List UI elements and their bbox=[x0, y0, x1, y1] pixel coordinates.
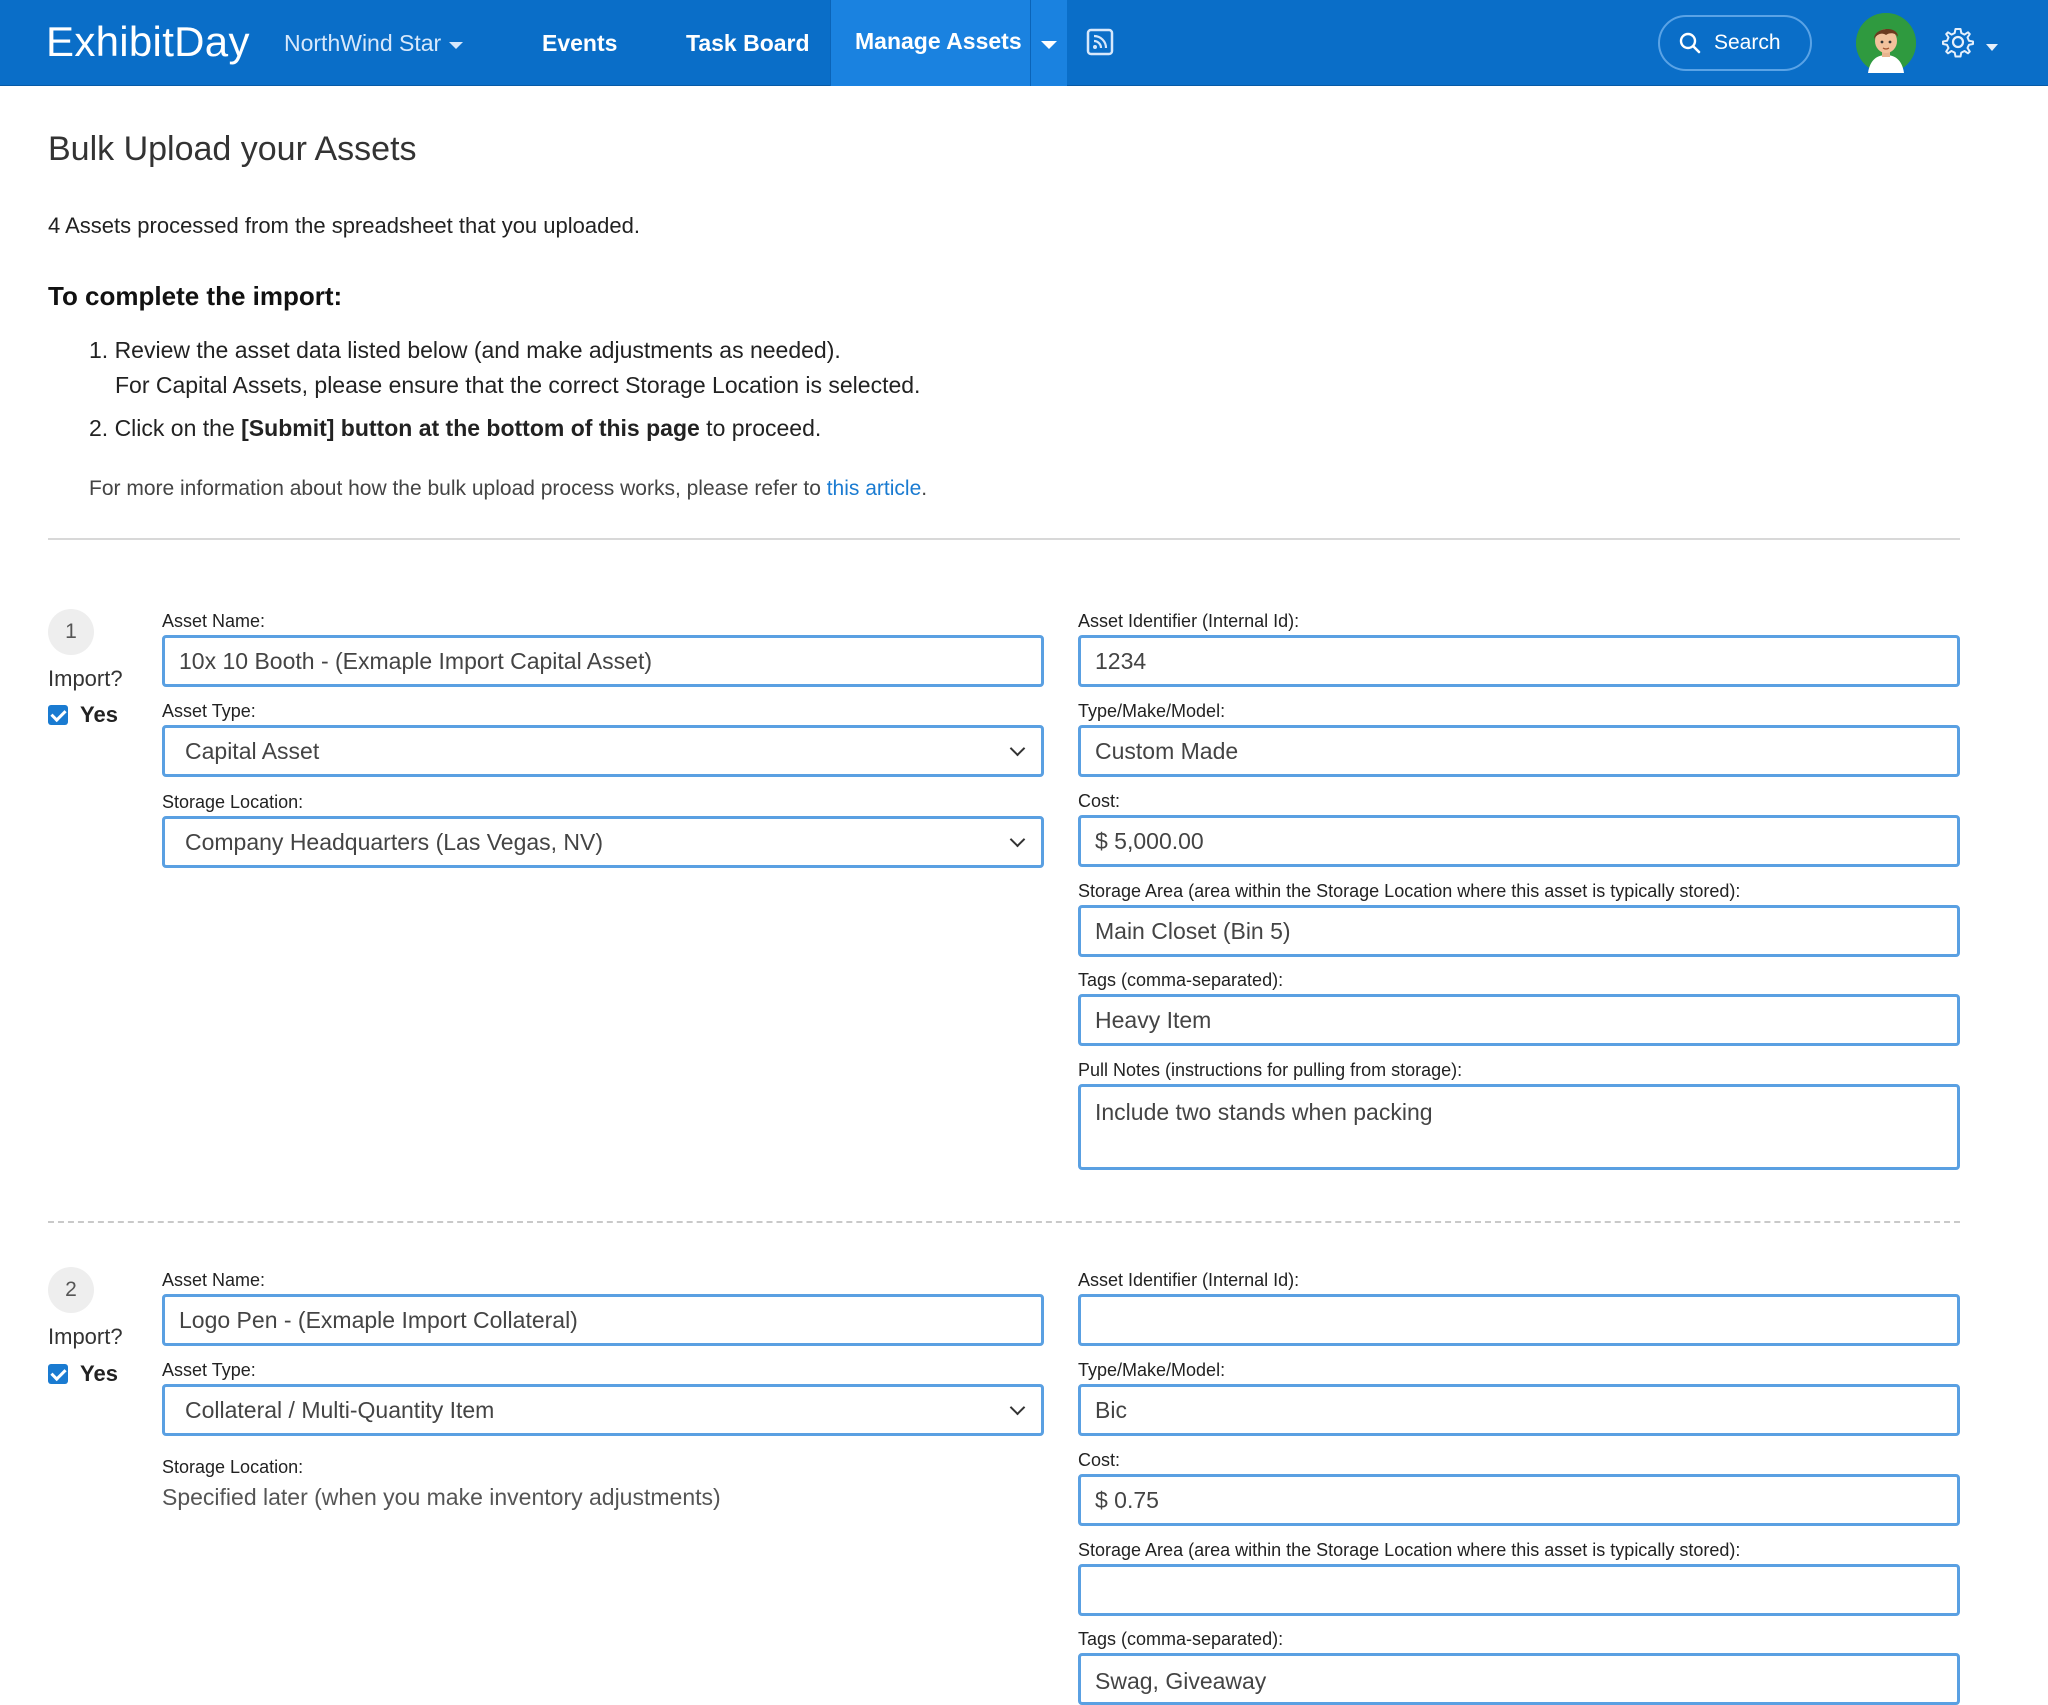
search-label: Search bbox=[1714, 31, 1781, 54]
avatar-icon bbox=[1856, 13, 1916, 73]
chevron-down-icon bbox=[449, 42, 463, 49]
import-checkbox[interactable] bbox=[48, 705, 68, 725]
nav-task-board[interactable]: Task Board bbox=[686, 30, 810, 56]
asset-type-select[interactable] bbox=[162, 1384, 1044, 1436]
step-2-prefix: 2. Click on the bbox=[89, 415, 242, 441]
nav-events[interactable]: Events bbox=[542, 30, 618, 56]
processed-summary: 4 Assets processed from the spreadsheet that you uploaded. bbox=[48, 213, 640, 238]
asset-separator bbox=[48, 1221, 1960, 1223]
manage-assets-dropdown-toggle[interactable] bbox=[1030, 0, 1067, 86]
org-name: NorthWind Star bbox=[284, 30, 442, 56]
import-question: Import? bbox=[48, 1324, 123, 1349]
instruction-step-1: 1. Review the asset data listed below (and make adjustments as needed). bbox=[89, 337, 841, 363]
storage-location-select[interactable] bbox=[162, 816, 1044, 868]
chevron-down-icon bbox=[1041, 41, 1057, 49]
top-navbar bbox=[0, 0, 2048, 86]
page-title: Bulk Upload your Assets bbox=[48, 130, 417, 168]
storage-location-label: Storage Location: bbox=[162, 792, 304, 812]
asset-name-input[interactable]: 10x 10 Booth - (Exmaple Import Capital Asset) bbox=[162, 635, 1044, 687]
this-article-link[interactable]: this article bbox=[826, 477, 922, 500]
asset-type-label: Asset Type: bbox=[162, 1360, 256, 1380]
divider bbox=[48, 538, 1960, 540]
nav-manage-assets[interactable]: Manage Assets bbox=[855, 28, 1022, 54]
chevron-down-icon bbox=[1010, 831, 1026, 847]
brand-logo[interactable]: ExhibitDay bbox=[46, 18, 250, 65]
type-make-model-input[interactable]: Bic bbox=[1078, 1384, 1960, 1436]
user-avatar[interactable] bbox=[1856, 13, 1916, 73]
asset-type-value: Collateral / Multi-Quantity Item bbox=[185, 1396, 495, 1423]
rss-feed-icon[interactable] bbox=[1086, 28, 1114, 56]
storage-location-value: Company Headquarters (Las Vegas, NV) bbox=[185, 828, 604, 855]
tags-input[interactable]: Swag, Giveaway bbox=[1078, 1653, 1960, 1705]
storage-area-input[interactable] bbox=[1078, 1564, 1960, 1616]
cost-input[interactable]: $ 0.75 bbox=[1078, 1474, 1960, 1526]
instruction-step-1-note: For Capital Assets, please ensure that the correct Storage Location is selected. bbox=[115, 372, 921, 398]
search-icon bbox=[1678, 31, 1702, 55]
storage-location-note: Specified later (when you make inventory adjustments) bbox=[162, 1484, 721, 1510]
tags-label: Tags (comma-separated): bbox=[1078, 1629, 1284, 1649]
asset-identifier-input[interactable]: 1234 bbox=[1078, 635, 1960, 687]
tags-label: Tags (comma-separated): bbox=[1078, 970, 1284, 990]
type-make-model-label: Type/Make/Model: bbox=[1078, 1360, 1226, 1380]
type-make-model-label: Type/Make/Model: bbox=[1078, 701, 1226, 721]
search-button[interactable] bbox=[1658, 15, 1812, 71]
cost-label: Cost: bbox=[1078, 1450, 1121, 1470]
asset-identifier-label: Asset Identifier (Internal Id): bbox=[1078, 1270, 1300, 1290]
more-info-end: . bbox=[921, 477, 928, 500]
step-2-suffix: to proceed. bbox=[699, 415, 822, 441]
more-info-text bbox=[89, 477, 927, 501]
type-make-model-input[interactable]: Custom Made bbox=[1078, 725, 1960, 777]
import-question: Import? bbox=[48, 666, 123, 691]
gear-icon[interactable] bbox=[1942, 26, 1974, 58]
storage-area-input[interactable]: Main Closet (Bin 5) bbox=[1078, 905, 1960, 957]
asset-type-value: Capital Asset bbox=[185, 737, 320, 764]
pull-notes-textarea[interactable]: Include two stands when packing bbox=[1078, 1084, 1960, 1170]
org-switcher[interactable] bbox=[284, 30, 463, 57]
import-checkbox-row[interactable] bbox=[48, 1361, 118, 1387]
asset-number-badge: 2 bbox=[48, 1267, 94, 1313]
more-info-prefix: For more information about how the bulk upload process works, please refer to bbox=[89, 477, 827, 500]
instruction-step-2 bbox=[89, 415, 821, 442]
pull-notes-label: Pull Notes (instructions for pulling from storage): bbox=[1078, 1060, 1463, 1080]
cost-input[interactable]: $ 5,000.00 bbox=[1078, 815, 1960, 867]
chevron-down-icon bbox=[1010, 1399, 1026, 1415]
tags-input[interactable]: Heavy Item bbox=[1078, 994, 1960, 1046]
asset-type-select[interactable] bbox=[162, 725, 1044, 777]
chevron-down-icon bbox=[1010, 740, 1026, 756]
asset-name-label: Asset Name: bbox=[162, 1270, 266, 1290]
asset-name-input[interactable]: Logo Pen - (Exmaple Import Collateral) bbox=[162, 1294, 1044, 1346]
import-yes-label: Yes bbox=[80, 702, 118, 727]
step-2-bold: [Submit] button at the bottom of this page bbox=[241, 415, 700, 441]
storage-location-label: Storage Location: bbox=[162, 1457, 304, 1477]
asset-name-label: Asset Name: bbox=[162, 611, 266, 631]
import-checkbox-row[interactable] bbox=[48, 702, 118, 728]
asset-number-badge: 1 bbox=[48, 609, 94, 655]
asset-type-label: Asset Type: bbox=[162, 701, 256, 721]
chevron-down-icon[interactable] bbox=[1986, 44, 1998, 51]
import-checkbox[interactable] bbox=[48, 1364, 68, 1384]
instructions-heading: To complete the import: bbox=[48, 281, 343, 311]
storage-area-label: Storage Area (area within the Storage Location where this asset is typically stored): bbox=[1078, 881, 1741, 901]
storage-area-label: Storage Area (area within the Storage Location where this asset is typically stored): bbox=[1078, 1540, 1741, 1560]
import-yes-label: Yes bbox=[80, 1361, 118, 1386]
asset-identifier-label: Asset Identifier (Internal Id): bbox=[1078, 611, 1300, 631]
cost-label: Cost: bbox=[1078, 791, 1121, 811]
asset-identifier-input[interactable] bbox=[1078, 1294, 1960, 1346]
